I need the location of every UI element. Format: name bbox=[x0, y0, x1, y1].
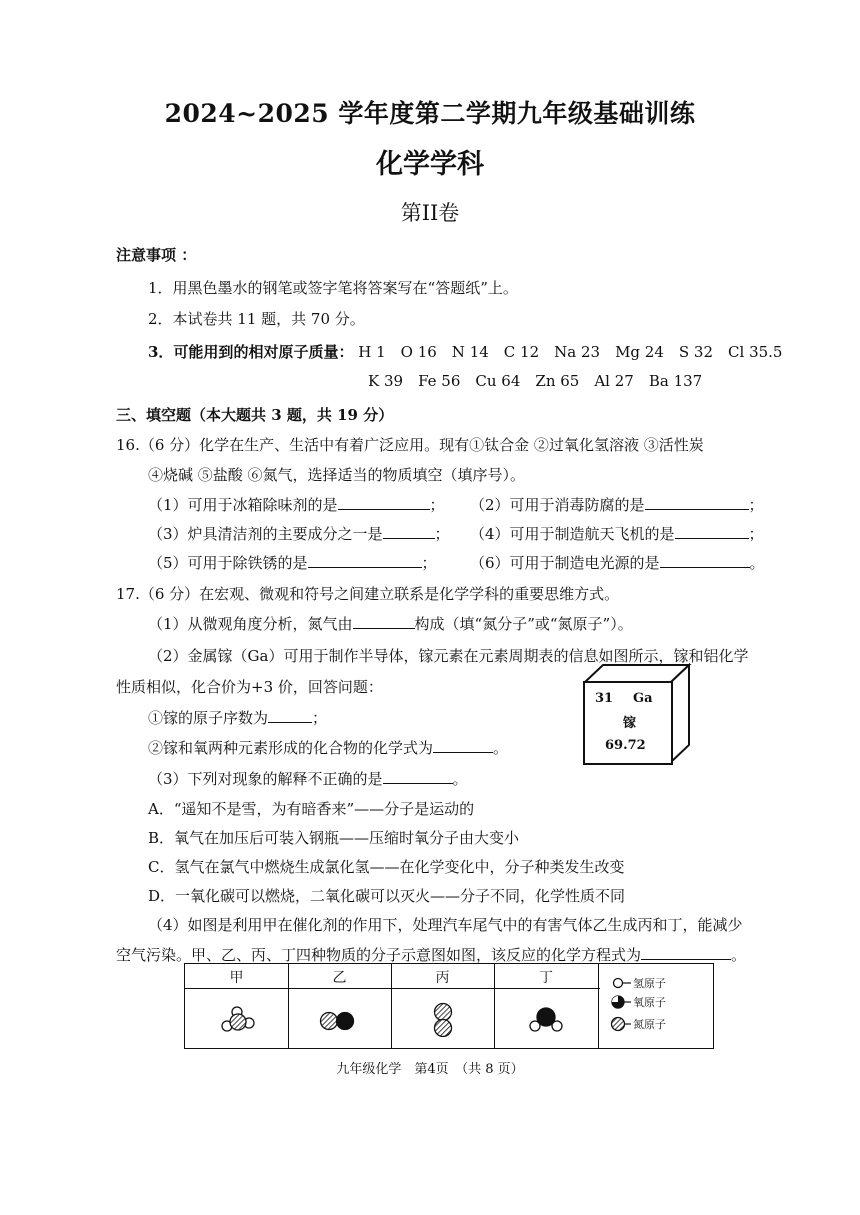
notes-item-3-label: 3．可能用到的相对原子质量： bbox=[148, 343, 354, 361]
notes-heading: 注意事项 ： bbox=[116, 246, 197, 264]
q17-part-3 bbox=[148, 768, 468, 789]
q16-part-6 bbox=[470, 552, 765, 573]
period: 。 bbox=[749, 554, 765, 572]
volume-title: 第II卷 bbox=[400, 201, 460, 225]
element-symbol: Ga bbox=[633, 691, 653, 706]
subject-title: 化学学科 bbox=[376, 149, 484, 180]
q17-part-2-sub1 bbox=[148, 707, 327, 728]
answer-blank[interactable] bbox=[308, 553, 422, 568]
legend-oxygen-label: 氧原子 bbox=[633, 996, 666, 1009]
atomic-number: 31 bbox=[595, 691, 614, 706]
notes-item-1: 1．用黑色墨水的钢笔或签字笔将答案写在“答题纸”上。 bbox=[148, 279, 518, 297]
atomic-masses-row1 bbox=[353, 343, 782, 361]
option-a: A．“遥知不是雪，为有暗香来”——分子是运动的 bbox=[148, 800, 475, 818]
molecule-jia-icon bbox=[222, 1007, 254, 1031]
answer-blank[interactable] bbox=[383, 524, 435, 539]
legend-hydrogen-label: 氢原子 bbox=[633, 977, 666, 990]
periodic-table-cell bbox=[583, 663, 693, 763]
molecule-ding-icon bbox=[530, 1008, 562, 1031]
molecule-table bbox=[184, 963, 714, 1049]
q16-stem-2: ④烧碱 ⑤盐酸 ⑥氮气，选择适当的物质填空（填序号）。 bbox=[148, 466, 526, 484]
q17-part-4-line1: （4）如图是利用甲在催化剂的作用下，处理汽车尾气中的有害气体乙生成丙和丁，能减少 bbox=[148, 916, 743, 934]
atomic-mass: Mg 24 bbox=[615, 343, 664, 361]
atomic-mass: N 14 bbox=[451, 343, 489, 361]
answer-blank[interactable] bbox=[641, 945, 731, 960]
column-header: 乙 bbox=[332, 970, 347, 986]
q16-part-2-text: （2）可用于消毒防腐的是 bbox=[470, 496, 645, 514]
atomic-mass: Al 27 bbox=[594, 372, 634, 390]
atomic-mass: S 32 bbox=[678, 343, 714, 361]
q17-part-1-hint: 构成（填“氮分子”或“氮原子”）。 bbox=[414, 615, 633, 633]
exam-title: 2024~2025 学年度第二学期九年级基础训练 bbox=[164, 99, 696, 128]
answer-blank[interactable] bbox=[338, 495, 430, 510]
answer-blank[interactable] bbox=[675, 524, 749, 539]
page-footer: 九年级化学 第4页 （共 8 页） bbox=[336, 1062, 524, 1077]
q17-part-1-text: （1）从微观角度分析，氮气由 bbox=[148, 615, 353, 633]
molecule-yi-icon bbox=[321, 1013, 354, 1030]
q17-part-2-sub2 bbox=[148, 737, 508, 758]
legend-oxygen-icon bbox=[612, 996, 631, 1008]
legend-nitrogen-icon bbox=[612, 1018, 632, 1031]
q16-stem-1: 16.（6 分）化学在生产、生活中有着广泛应用。现有①钛合金 ②过氧化氢溶液 ③活性炭 bbox=[116, 436, 704, 454]
q17-part-2-line1: （2）金属镓（Ga）可用于制作半导体，镓元素在元素周期表的信息如图所示，镓和铝化学 bbox=[148, 647, 749, 665]
atomic-mass: H 1 bbox=[358, 343, 386, 361]
separator: ； bbox=[312, 709, 328, 727]
answer-blank[interactable] bbox=[645, 495, 749, 510]
separator: ； bbox=[421, 554, 437, 572]
option-b: B．氧气在加压后可装入钢瓶——压缩时氧分子由大变小 bbox=[148, 829, 520, 847]
answer-blank[interactable] bbox=[353, 614, 415, 629]
period: 。 bbox=[452, 770, 468, 788]
q16-part-4 bbox=[470, 523, 764, 544]
separator: ； bbox=[429, 496, 445, 514]
notes-item-2: 2．本试卷共 11 题，共 70 分。 bbox=[148, 310, 365, 328]
answer-blank[interactable] bbox=[268, 708, 312, 723]
atomic-mass: Fe 56 bbox=[418, 372, 461, 390]
answer-blank[interactable] bbox=[383, 769, 453, 784]
q17-part-2-line2: 性质相似，化合价为+3 价，回答问题： bbox=[116, 678, 383, 696]
q17-part-4-text: 空气污染。甲、乙、丙、丁四种物质的分子示意图如图，该反应的化学方程式为 bbox=[116, 946, 642, 964]
atomic-mass: Cl 35.5 bbox=[728, 343, 783, 361]
q17-part-4-line2 bbox=[116, 944, 746, 965]
column-header: 丁 bbox=[539, 970, 553, 986]
period: 。 bbox=[493, 739, 509, 757]
column-header: 丙 bbox=[435, 970, 450, 986]
atomic-mass: Zn 65 bbox=[535, 372, 580, 390]
atomic-mass: Na 23 bbox=[554, 343, 601, 361]
answer-blank[interactable] bbox=[433, 738, 493, 753]
answer-blank[interactable] bbox=[660, 553, 750, 568]
q16-part-5 bbox=[148, 552, 437, 573]
period: 。 bbox=[731, 946, 747, 964]
q17-part-2-sub2-text: ②镓和氧两种元素形成的化合物的化学式为 bbox=[148, 739, 434, 757]
notes-item-3 bbox=[148, 341, 782, 362]
atomic-mass-value: 69.72 bbox=[605, 738, 646, 753]
option-c: C．氢气在氯气中燃烧生成氯化氢——在化学变化中，分子种类发生改变 bbox=[148, 858, 625, 876]
separator: ； bbox=[748, 525, 764, 543]
atomic-mass: Cu 64 bbox=[475, 372, 521, 390]
option-d: D．一氧化碳可以燃烧，二氧化碳可以灭火——分子不同，化学性质不同 bbox=[148, 887, 626, 905]
q17-stem: 17.（6 分）在宏观、微观和符号之间建立联系是化学学科的重要思维方式。 bbox=[116, 585, 620, 603]
legend-nitrogen-label: 氮原子 bbox=[633, 1018, 666, 1031]
separator: ； bbox=[434, 525, 450, 543]
q16-part-6-text: （6）可用于制造电光源的是 bbox=[470, 554, 660, 572]
column-header: 甲 bbox=[229, 970, 244, 986]
q16-part-4-text: （4）可用于制造航天飞机的是 bbox=[470, 525, 675, 543]
q16-part-5-text: （5）可用于除铁锈的是 bbox=[148, 554, 308, 572]
atomic-mass: K 39 bbox=[368, 372, 404, 390]
q17-part-3-text: （3）下列对现象的解释不正确的是 bbox=[148, 770, 383, 788]
cell-front bbox=[583, 681, 673, 765]
atomic-masses-row2 bbox=[368, 372, 717, 390]
separator: ； bbox=[748, 496, 764, 514]
q16-part-1 bbox=[148, 494, 445, 515]
atomic-mass: Ba 137 bbox=[648, 372, 703, 390]
legend-hydrogen-icon bbox=[614, 979, 632, 988]
atomic-mass: O 16 bbox=[400, 343, 437, 361]
element-name: 镓 bbox=[623, 716, 637, 731]
q16-part-3-text: （3）炉具清洁剂的主要成分之一是 bbox=[148, 525, 383, 543]
molecule-bing-icon bbox=[435, 1004, 452, 1037]
q17-part-2-sub1-text: ①镓的原子序数为 bbox=[148, 709, 269, 727]
q16-part-3 bbox=[148, 523, 450, 544]
atomic-mass: C 12 bbox=[503, 343, 540, 361]
section-heading: 三、填空题（本大题共 3 题，共 19 分） bbox=[116, 406, 394, 424]
q16-part-2 bbox=[470, 494, 764, 515]
q17-part-1 bbox=[148, 613, 633, 634]
q16-part-1-text: （1）可用于冰箱除味剂的是 bbox=[148, 496, 338, 514]
